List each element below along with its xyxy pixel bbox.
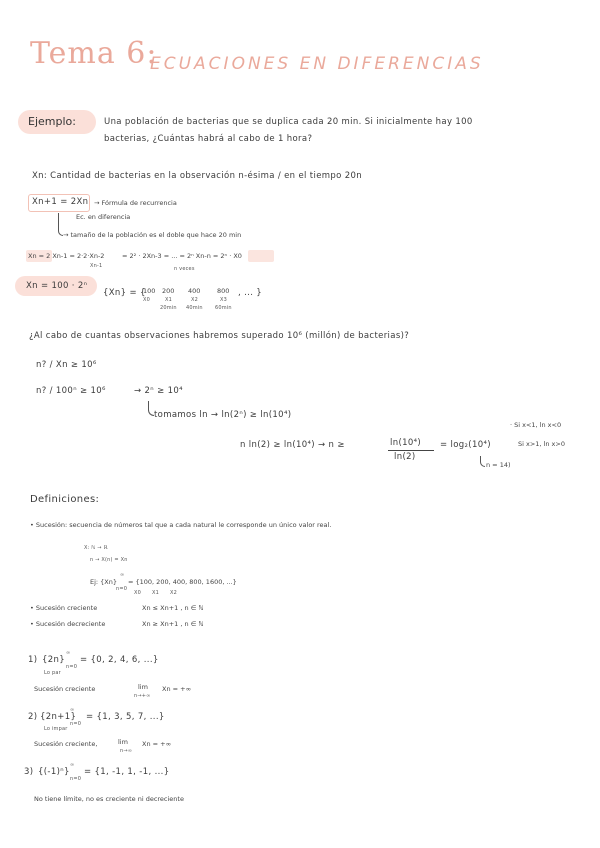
creciente-label: • Sucesión creciente [30,604,98,612]
example2-under: Lo impar [44,726,68,732]
ej-terms: = {100, 200, 400, 800, 1600, ...} [128,578,237,586]
example2-value: = {1, 3, 5, 7, ...} [86,712,165,722]
solution-time-2: 40min [186,305,203,311]
question-text: ¿Al cabo de cuantas observaciones habremos superado 10⁶ (millón) de bacterias)? [29,331,410,341]
example3-value: = {1, -1, 1, -1, ...} [84,767,170,777]
example1-number: 1) [28,655,38,665]
solution-seq-open: {Xn} = { [103,288,146,298]
definiciones-heading: Definiciones: [30,494,100,505]
example2-number: 2) [28,712,38,722]
fraction-denominator: ln(2) [394,452,416,462]
map-line2: n → X(n) = Xn [90,557,128,563]
expansion-under-n: n veces [174,266,195,272]
question-step3: tomamos ln → ln(2ⁿ) ≥ ln(10⁴) [154,410,292,420]
ej-sup: ∞ [120,572,125,578]
side-note-1: · Si x<1, ln x<0 [510,421,562,429]
example2-lim: lim [118,738,128,746]
decreciente-condition: Xn ≥ Xn+1 , n ∈ ℕ [142,620,204,628]
decreciente-label: • Sucesión decreciente [30,620,106,628]
solution-term-3: 800 [217,287,230,295]
example1-sub: n=0 [66,664,78,670]
example3-sequence: {(-1)ⁿ} [38,767,70,777]
example2-sup: ∞ [70,707,75,713]
question-step2b: → 2ⁿ ≥ 10⁴ [134,386,183,396]
question-step1: n? / Xn ≥ 10⁶ [36,360,97,370]
example1-value: = {0, 2, 4, 6, ...} [80,655,159,665]
ej-index-1: X1 [152,590,160,596]
ej-index-2: X2 [170,590,178,596]
solution-term-2: 400 [188,287,201,295]
ejemplo-text-line1: Una población de bacterias que se duplica cada 20 min. Si inicialmente hay 100 [104,117,473,127]
question-step4-end: = log₂(10⁴) [440,440,491,450]
example3-sub: n=0 [70,776,82,782]
result-bracket [480,456,485,467]
recurrence-formula: Xn+1 = 2Xn [32,197,89,207]
side-note-2: Si x>1, ln x>0 [518,440,565,448]
solution-formula: Xn = 100 · 2ⁿ [26,281,88,291]
example3-number: 3) [24,767,34,777]
ejemplo-label: Ejemplo: [28,115,76,128]
page-title: Tema 6: [30,36,158,71]
example2-sequence: {2n+1} [40,712,77,722]
solution-term-1: 200 [162,287,175,295]
expansion-highlight-right [248,250,274,262]
ej-index-0: X0 [134,590,142,596]
expansion-middle: = 2² · 2Xn-3 = ... = 2ⁿ Xn-n = 2ⁿ · X0 [122,252,242,260]
map-line1: X: ℕ → ℝ [84,545,108,551]
example1-sup: ∞ [66,650,71,656]
ec-diferencia-note: Ec. en diferencia [76,213,131,221]
example2-lim-value: Xn = +∞ [142,740,172,748]
population-size-note: → tamaño de la población es el doble que hace 20 min [63,231,242,239]
question-step4: n ln(2) ≥ ln(10⁴) → n ≥ [240,440,345,450]
xn-definition: Xn: Cantidad de bacterias en la observación n-ésima / en el tiempo 20n [32,171,363,181]
solution-index-0: X0 [143,297,151,303]
solution-index-1: X1 [165,297,173,303]
solution-time-1: 20min [160,305,177,311]
page-subtitle: ECUACIONES EN DIFERENCIAS [150,54,484,74]
ej-label: Ej: {Xn} [90,578,118,586]
solution-index-2: X2 [191,297,199,303]
example2-description: Sucesión creciente, [34,740,98,748]
example1-lim-value: Xn = +∞ [162,685,192,693]
solution-term-0: 100 [143,287,156,295]
question-step2: n? / 100ⁿ ≥ 10⁶ [36,386,106,396]
recurrence-note: → Fórmula de recurrencia [94,199,177,207]
example2-lim-sub: n→∞ [120,748,133,754]
fraction-bar [388,450,434,451]
solution-index-3: X3 [220,297,228,303]
example1-sequence: {2n} [42,655,66,665]
ejemplo-text-line2: bacterias, ¿Cuántas habrá al cabo de 1 hora? [104,134,313,144]
solution-time-3: 60min [215,305,232,311]
sucesion-definition: • Sucesión: secuencia de números tal que a cada natural le corresponde un único valor real. [30,521,332,529]
example1-description: Sucesión creciente [34,685,96,693]
example1-under: Lo par [44,670,61,676]
creciente-condition: Xn ≤ Xn+1 , n ∈ ℕ [142,604,204,612]
example3-description: No tiene límite, no es creciente ni decreciente [34,795,184,803]
example1-lim: lim [138,683,148,691]
expansion-left: Xn = 2 Xn-1 = 2·2·Xn-2 [28,252,105,260]
fraction-numerator: ln(10⁴) [390,438,422,448]
example3-sup: ∞ [70,762,75,768]
ej-sub: n=0 [116,586,128,592]
question-result: n = 14) [486,461,511,469]
example2-sub: n=0 [70,721,82,727]
solution-seq-close: , ... } [238,288,263,298]
expansion-under-xn1: Xn-1 [90,263,103,269]
example1-lim-sub: n→+∞ [134,693,151,699]
